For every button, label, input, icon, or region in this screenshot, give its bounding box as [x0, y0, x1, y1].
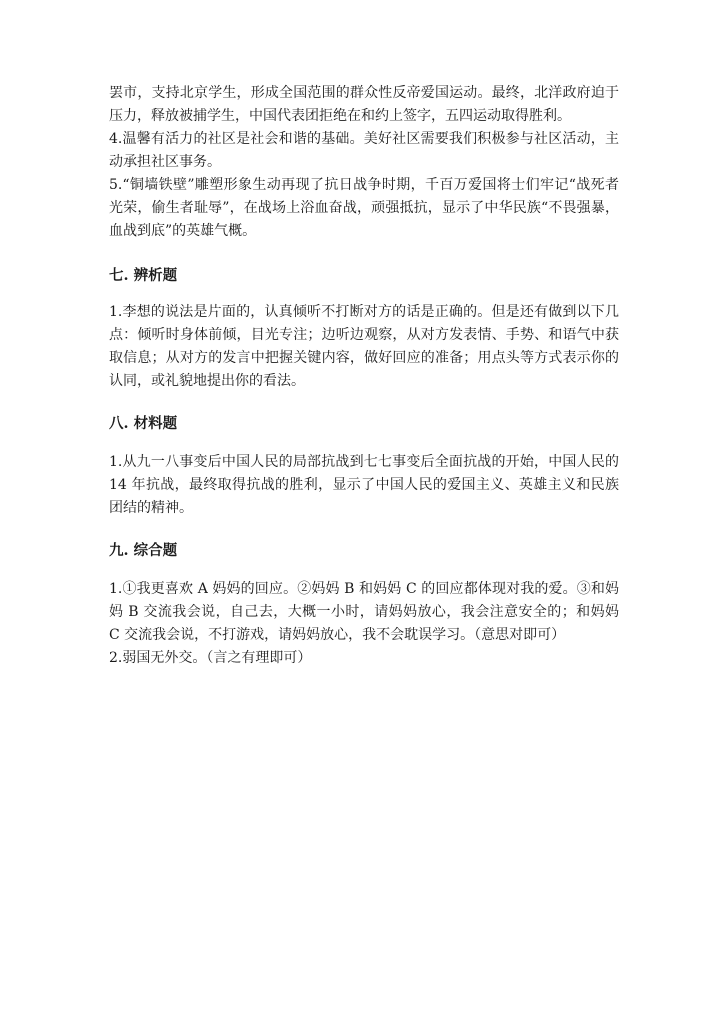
answer-paragraph: 2.弱国无外交。（言之有理即可）: [109, 650, 312, 666]
section-heading: 七. 辨析题: [109, 267, 178, 284]
answer-paragraph: 罢市，支持北京学生，形成全国范围的群众性反帝爱国运动。最终，北洋政府迫于压力，释放被捕学生，中国代表团拒绝在和约上签字，五四运动取得胜利。: [109, 85, 619, 124]
section-8-body: [109, 451, 619, 520]
page-content: [109, 82, 619, 670]
answer-paragraph: 1.①我更喜欢 A 妈妈的回应。②妈妈 B 和妈妈 C 的回应都体现对我的爱。③和妈妈 B 交流我会说，自己去，大概一小时，请妈妈放心，我会注意安全的；和妈妈 C 交流我会说，不打游戏，请妈妈放心，我不会耽误学习。（意思对即可）: [109, 581, 619, 643]
section-heading: 九. 综合题: [109, 542, 178, 559]
section-7-body: [109, 301, 619, 393]
section-9-body: [109, 578, 619, 670]
section-heading: 八. 材料题: [109, 415, 178, 432]
answer-paragraph: 4.温馨有活力的社区是社会和谐的基础。美好社区需要我们积极参与社区活动，主动承担社区事务。: [109, 131, 619, 170]
answer-paragraph: 5.“铜墙铁壁”雕塑形象生动再现了抗日战争时期，千百万爱国将士们牢记“战死者光荣，偷生者耻辱”，在战场上浴血奋战，顽强抵抗，显示了中华民族“不畏强暴，血战到底”的英雄气概。: [109, 177, 619, 239]
section-6-continuation: [109, 82, 619, 243]
answer-paragraph: 1.李想的说法是片面的，认真倾听不打断对方的话是正确的。但是还有做到以下几点：倾听时身体前倾，目光专注；边听边观察，从对方发表情、手势、和语气中获取信息；从对方的发言中把握关键内容，做好回应的准备；用点头等方式表示你的认同，或礼貌地提出你的看法。: [109, 304, 619, 389]
answer-paragraph: 1.从九一八事变后中国人民的局部抗战到七七事变后全面抗战的开始，中国人民的 14 年抗战，最终取得抗战的胜利，显示了中国人民的爱国主义、英雄主义和民族团结的精神。: [109, 454, 619, 516]
